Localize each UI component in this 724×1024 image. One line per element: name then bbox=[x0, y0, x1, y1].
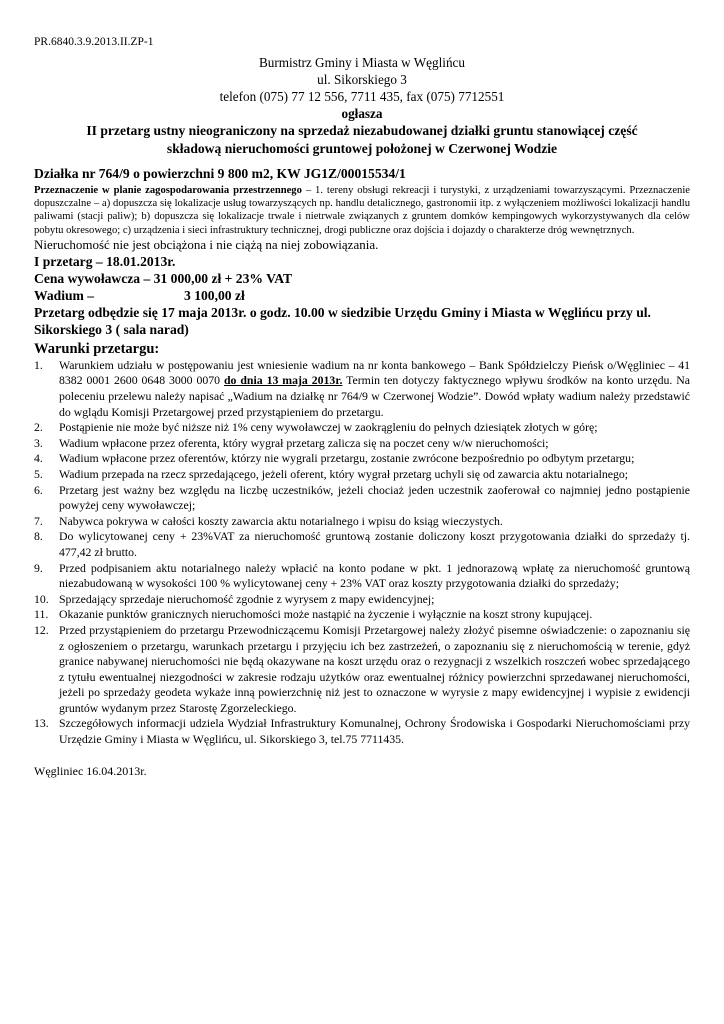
document-body bbox=[34, 165, 690, 779]
condition-number: 2. bbox=[34, 420, 43, 435]
zoning-text: – 1. tereny obsługi rekreacji i turystyki, z urządzeniami towarzyszącymi. Przeznaczenie dopuszczalne – a) dopuszcza się lokalizacje usług towarzyszących np. handlu detalicznego, gastronomii itp. z wyłączeniem możliwości lokalizacji handlu paliwami (stacji paliw); b) dopuszcza się lokalizacje trwale i nietrwale związanych z gruntem domków kempingowych wykorzystywanych dla celów pobytu okresowego; c) urządzenia i sieci infrastruktury technicznej, drogi publiczne oraz dojścia i dojazdy o charakterze dróg wewnętrznych. bbox=[34, 185, 690, 236]
conditions-title: Warunki przetargu: bbox=[34, 340, 160, 357]
condition-text: Przed przystąpieniem do przetargu Przewodniczącemu Komisji Przetargowej należy złożyć pisemne oświadczenie: o zapoznaniu się z ogłoszeniem o przetargu, warunkach przetargu i przyjęciu ich bez zastrzeżeń, o zapoznaniu się z nieruchomością w terenie, gdyż granice nabywanej nieruchomości nie będą okazywane na koszt urzędu oraz o rezygnacji z wszelkich roszczeń wobec sprzedającego z tytułu ewentualnej niezgodności w zakresie rodzaju użytków oraz ewentualnej różnicy powierzchni sprzedawanej nieruchomości, jeżeli po sprzedaży geodeta wykaże inną powierzchnię niż jest to oznaczone w wyrysie z mapy ewidencyjnej i wypisie z ewidencji gruntów wydanym przez Starostę Zgorzeleckiego. bbox=[59, 622, 690, 715]
zoning-paragraph bbox=[34, 184, 690, 237]
condition-text: Wadium wpłacone przez oferentów, którzy nie wygrali przetargu, zostanie zwrócone bezpośrednio po odbytym przetargu; bbox=[59, 451, 635, 466]
condition-item bbox=[34, 483, 690, 514]
condition-number: 4. bbox=[34, 451, 43, 466]
wadium-value: 3 100,00 zł bbox=[184, 287, 245, 303]
document-header bbox=[34, 54, 690, 158]
condition-text: Wadium przepada na rzecz sprzedającego, jeżeli oferent, który wygrał przetarg uchyli się od zawarcia aktu notarialnego; bbox=[59, 466, 629, 481]
condition-number: 11. bbox=[34, 607, 49, 622]
condition-item bbox=[34, 561, 690, 592]
condition-text: Okazanie punktów granicznych nieruchomości może nastąpić na życzenie i wyłącznie na koszt strony kupującej. bbox=[59, 607, 593, 622]
tender-info: Przetarg odbędzie się 17 maja 2013r. o godz. 10.00 w siedzibie Urzędu Gminy i Miasta w Węglińcu przy ul. Sikorskiego 3 ( sala narad) bbox=[34, 304, 651, 337]
condition-number: 8. bbox=[34, 529, 43, 544]
encumbrance-note: Nieruchomość nie jest obciążona i nie ciążą na niej zobowiązania. bbox=[34, 236, 379, 252]
condition-text: Przed podpisaniem aktu notarialnego należy wpłacić na konto podane w pkt. 1 jednorazową wpłatę za nieruchomość gruntową niezabudowaną w wysokości 100 % wylicytowanej ceny + 23% VAT oraz koszty przygotowania działki do sprzedaży; bbox=[59, 560, 690, 591]
announces-label: ogłasza bbox=[341, 106, 383, 121]
condition-item bbox=[34, 358, 690, 420]
condition-text: Wadium wpłacone przez oferenta, który wygrał przetarg zalicza się na poczet ceny w/w nieruchomości; bbox=[59, 435, 549, 450]
condition-item bbox=[34, 623, 690, 717]
condition-number: 10. bbox=[34, 591, 49, 606]
reference-number: PR.6840.3.9.2013.II.ZP-1 bbox=[34, 36, 154, 48]
place-and-date: Węgliniec 16.04.2013r. bbox=[34, 763, 147, 778]
condition-item bbox=[34, 420, 690, 436]
zoning-label: Przeznaczenie w planie zagospodarowania przestrzennego bbox=[34, 185, 302, 196]
starting-price: Cena wywoławcza – 31 000,00 zł + 23% VAT bbox=[34, 270, 293, 286]
first-tender-date: I przetarg – 18.01.2013r. bbox=[34, 253, 176, 269]
condition-text: Przetarg jest ważny bez względu na liczbę uczestników, jeżeli chociaż jeden uczestnik zaoferował co najmniej jedno postąpienie powyżej ceny wywoławczej; bbox=[59, 482, 690, 513]
condition-item bbox=[34, 514, 690, 530]
condition-number: 1. bbox=[34, 357, 43, 372]
condition-text: Sprzedający sprzedaje nieruchomość zgodnie z wyrysem z mapy ewidencyjnej; bbox=[59, 591, 435, 606]
condition-text: Nabywca pokrywa w całości koszty zawarcia aktu notarialnego i wpisu do ksiąg wieczystych. bbox=[59, 513, 503, 528]
issuer-contact: telefon (075) 77 12 556, 7711 435, fax (075) 7712551 bbox=[219, 89, 505, 104]
condition-text: Postąpienie nie może być niższe niż 1% ceny wywoławczej w zaokrągleniu do pełnych dziesiątek złotych w górę; bbox=[59, 420, 598, 435]
plot-heading: Działka nr 764/9 o powierzchni 9 800 m2, KW JG1Z/00015534/1 bbox=[34, 166, 406, 181]
condition-number: 6. bbox=[34, 482, 43, 497]
condition-text: Do wylicytowanej ceny + 23%VAT za nieruchomość gruntową zostanie doliczony koszt przygotowania działki do sprzedaży tj. 477,42 zł brutto. bbox=[59, 529, 690, 559]
condition-number: 3. bbox=[34, 435, 43, 450]
condition-item bbox=[34, 436, 690, 452]
wadium-line bbox=[34, 287, 690, 304]
condition-number: 7. bbox=[34, 513, 43, 528]
document-title-line-1: II przetarg ustny nieograniczony na sprzedaż niezabudowanej działki gruntu stanowiącej część bbox=[86, 123, 638, 138]
condition-text-part: Warunkiem udziału w postępowaniu jest wniesienie wadium na nr konta bankowego – Bank Spółdzielczy Pieńsk o/Węgliniec – 41 8382 0001 2600 0648 3000 0070 bbox=[59, 357, 690, 388]
condition-number: 12. bbox=[34, 622, 49, 637]
condition-item bbox=[34, 716, 690, 747]
issuer-name: Burmistrz Gminy i Miasta w Węglińcu bbox=[259, 55, 465, 70]
conditions-list bbox=[34, 358, 690, 748]
condition-item bbox=[34, 529, 690, 560]
condition-item bbox=[34, 467, 690, 483]
wadium-label: Wadium – bbox=[34, 287, 95, 303]
issuer-address: ul. Sikorskiego 3 bbox=[317, 72, 407, 87]
condition-number: 13. bbox=[34, 716, 49, 731]
condition-number: 9. bbox=[34, 560, 43, 575]
condition-item bbox=[34, 592, 690, 608]
document-title-line-2: składową nieruchomości gruntowej położonej w Czerwonej Wodzie bbox=[166, 141, 558, 156]
condition-text-part: Termin ten dotyczy faktycznego wpływu środków na konto urzędu. Na poleceniu przelewu należy napisać „Wadium na działkę nr 764/9 w Czerwonej Wodzie”. Dowód wpłaty wadium należy przedstawić do wglądu Komisji Przetargowej przed przystąpieniem do przetargu. bbox=[59, 373, 690, 419]
deposit-deadline: do dnia 13 maja 2013r. bbox=[224, 373, 343, 388]
condition-text bbox=[59, 358, 690, 420]
condition-text: Szczegółowych informacji udziela Wydział Infrastruktury Komunalnej, Ochrony Środowiska i Gospodarki Nieruchomościami przy Urzędzie Gminy i Miasta w Węglińcu, ul. Sikorskiego 3, tel.75 7711435. bbox=[59, 716, 690, 747]
condition-number: 5. bbox=[34, 466, 43, 481]
condition-item bbox=[34, 607, 690, 623]
condition-item bbox=[34, 451, 690, 467]
